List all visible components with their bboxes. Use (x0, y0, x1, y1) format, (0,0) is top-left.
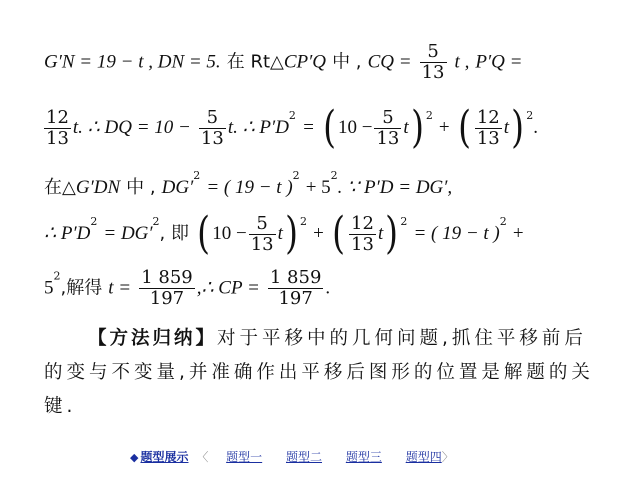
fraction-denominator: 13 (476, 127, 500, 149)
text-segment: t. ∴ DQ = 10 − (72, 117, 191, 138)
diamond-icon: ◆ (130, 451, 139, 464)
equation-line-2 (44, 102, 538, 153)
left-paren: ( (322, 102, 336, 153)
exponent: 2 (499, 215, 507, 228)
text-segment: t , (454, 51, 470, 73)
fraction-numerator: 1 859 (269, 267, 322, 288)
plus-sign: + (438, 117, 450, 138)
exponent: 2 (90, 215, 98, 228)
exponent: 2 (53, 269, 61, 283)
equation-line-4 (44, 208, 524, 259)
text-segment: ,解得 (60, 277, 103, 299)
fraction (420, 42, 447, 83)
fraction-denominator: 197 (268, 288, 324, 309)
text-segment: + 5 (305, 177, 331, 198)
text-segment: 10 − (212, 223, 247, 244)
left-paren: ( (197, 208, 211, 259)
text-segment: 在 Rt△ (226, 51, 284, 73)
text-segment: t (503, 117, 510, 138)
right-paren: ) (385, 208, 399, 259)
text-segment: . (325, 277, 331, 299)
fraction-denominator: 13 (351, 233, 374, 255)
text-segment: 中 , (332, 51, 362, 73)
bottom-navigation (130, 448, 458, 465)
fraction (475, 108, 502, 149)
method-summary-heading: 【方法归纳】 (88, 328, 218, 349)
text-segment: , 即 (159, 223, 189, 244)
text-segment: . (533, 117, 538, 138)
text-segment: = DG′ (103, 223, 153, 244)
exponent: 2 (425, 109, 433, 122)
fraction-denominator: 13 (200, 127, 224, 149)
text-segment: t (377, 223, 384, 244)
fraction (249, 214, 276, 255)
fraction-numerator: 5 (427, 41, 439, 62)
fraction-numerator: 12 (46, 106, 69, 128)
text-segment: ∴ P′D (44, 223, 91, 244)
text-segment: = ( 19 − t ) (206, 177, 293, 198)
fraction-denominator: 197 (139, 288, 195, 309)
text-segment: = (301, 117, 315, 138)
text-segment: = ( 19 − t ) (413, 223, 500, 244)
plus-sign: + (512, 223, 524, 244)
fraction-denominator: 13 (250, 233, 274, 255)
exponent: 2 (292, 169, 300, 182)
nav-tab-2[interactable]: 题型二 (286, 450, 323, 464)
text-segment: 5 (44, 277, 54, 299)
fraction-numerator: 5 (206, 106, 219, 128)
text-segment: 中 , (126, 177, 156, 198)
nav-tab-1[interactable]: 题型一 (226, 450, 263, 464)
nav-tab-4[interactable]: 题型四 (405, 450, 442, 464)
equation-line-3 (44, 170, 452, 197)
exponent: 2 (330, 169, 338, 182)
fraction-numerator: 1 859 (141, 267, 193, 288)
fraction (374, 108, 401, 149)
text-segment: G′N = 19 − t , DN = 5. (44, 51, 221, 73)
nav-home-link[interactable]: 题型展示 (140, 450, 189, 464)
fraction (139, 268, 195, 309)
text-segment: P′Q = (475, 51, 523, 73)
equation-line-1 (44, 42, 522, 83)
fraction-denominator: 13 (46, 127, 69, 149)
text-segment: CQ = (367, 51, 412, 73)
method-summary (44, 322, 604, 424)
text-segment: DG′ (161, 177, 194, 198)
text-segment: t (403, 117, 409, 138)
right-paren: ) (285, 208, 298, 259)
fraction-denominator: 13 (421, 62, 445, 83)
right-paren: ) (511, 102, 525, 153)
exponent: 2 (400, 215, 408, 228)
equation-line-5 (44, 268, 330, 309)
plus-sign: + (313, 223, 324, 244)
exponent: 2 (193, 169, 201, 182)
nav-next-chevron[interactable]: 〉 (441, 450, 454, 464)
fraction-denominator: 13 (376, 127, 400, 149)
right-paren: ) (410, 102, 424, 153)
text-segment: t = (108, 277, 132, 299)
fraction-numerator: 5 (256, 212, 268, 234)
exponent: 2 (526, 109, 534, 122)
text-segment: t (277, 223, 283, 244)
fraction (44, 108, 71, 149)
nav-prev-chevron[interactable]: 〈 (196, 450, 209, 464)
text-segment: 10 − (338, 117, 373, 138)
exponent: 2 (152, 215, 160, 228)
text-segment: ,∴ CP = (196, 277, 260, 299)
exponent: 2 (300, 215, 308, 228)
fraction-numerator: 12 (476, 106, 500, 128)
fraction-numerator: 5 (382, 106, 394, 128)
text-segment: CP′Q (283, 51, 327, 73)
method-summary-text: 对于平移中的几何问题,抓住平移前后的变与不变量,并准确作出平移后图形的位置是解题的关键. (44, 328, 594, 417)
text-segment: 在△ (44, 177, 76, 198)
left-paren: ( (332, 208, 345, 259)
left-paren: ( (457, 102, 471, 153)
text-segment: G′DN (75, 177, 121, 198)
fraction (349, 214, 376, 255)
fraction (268, 268, 324, 309)
nav-tab-3[interactable]: 题型三 (345, 450, 382, 464)
fraction (199, 108, 226, 149)
text-segment: t. ∴ P′D (227, 117, 289, 138)
text-segment: . ∵ P′D = DG′, (337, 177, 453, 198)
fraction-numerator: 12 (351, 212, 374, 234)
exponent: 2 (288, 109, 296, 122)
